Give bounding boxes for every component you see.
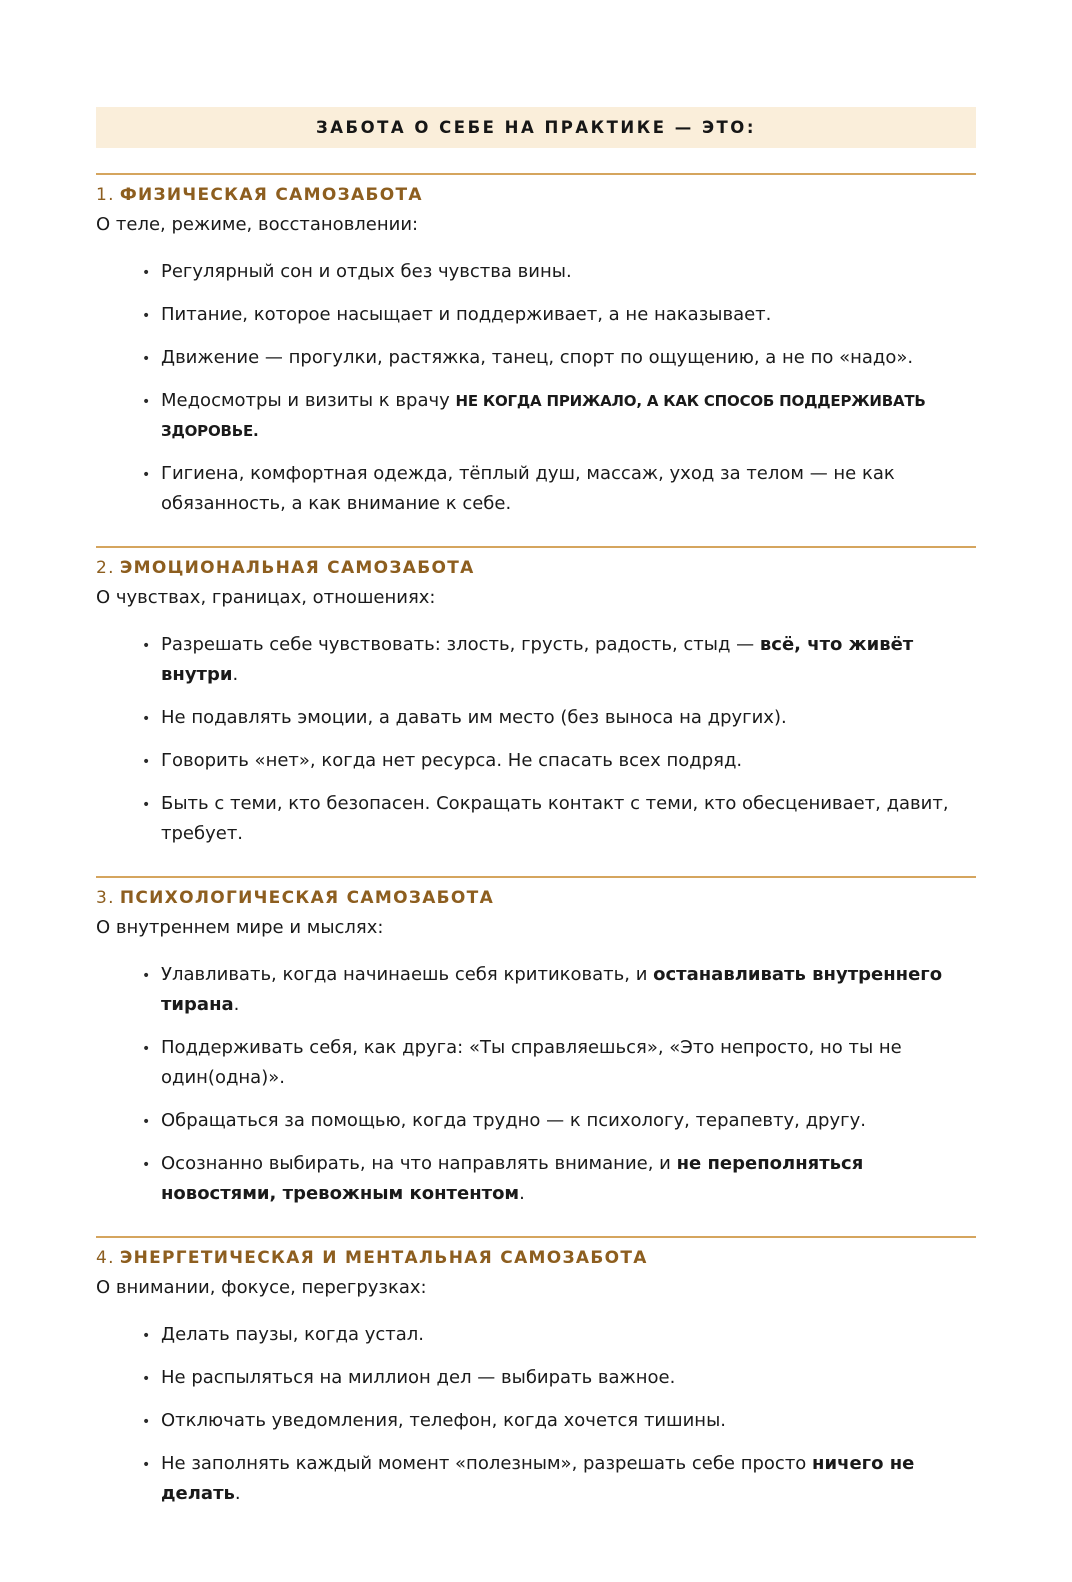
bullet-text: Поддерживать себя, как друга: «Ты справляешься», «Это непросто, но ты не один(одна)». — [161, 1037, 902, 1088]
bullet-text: Осознанно выбирать, на что направлять внимание, и — [161, 1153, 677, 1174]
bullet-text: . — [233, 994, 240, 1015]
bullet-text: . — [232, 664, 239, 685]
bullet-text: Медосмотры и визиты к врачу — [161, 390, 456, 411]
list-item — [96, 789, 962, 849]
list-item — [96, 1320, 962, 1350]
list-item — [96, 1449, 962, 1509]
bullet-icon: • — [142, 1371, 151, 1387]
document-page — [96, 0, 976, 1582]
bullet-text: Питание, которое насыщает и поддерживает, а не наказывает. — [161, 304, 772, 325]
section-divider — [96, 1236, 976, 1238]
bullet-text-bold: не переполняться новостями, тревожным контентом — [161, 1153, 864, 1204]
bullet-icon: • — [142, 638, 151, 654]
header-banner — [96, 107, 976, 148]
section-physical-self-care — [96, 173, 976, 519]
bullet-icon: • — [142, 797, 151, 813]
bullet-text: Отключать уведомления, телефон, когда хочется тишины. — [161, 1410, 727, 1431]
bullet-text: . — [519, 1183, 525, 1204]
section-divider — [96, 173, 976, 175]
list-item — [96, 1363, 962, 1393]
bullet-icon: • — [142, 308, 151, 324]
section-divider — [96, 876, 976, 878]
section-heading — [96, 557, 976, 579]
list-item — [96, 630, 962, 690]
bullet-text: Не распыляться на миллион дел — выбирать важное. — [161, 1367, 676, 1388]
bullet-text-bold: всё, что живёт внутри — [161, 634, 914, 685]
section-subtitle: О чувствах, границах, отношениях: — [96, 587, 436, 608]
bullet-icon: • — [142, 968, 151, 984]
bullet-list — [96, 1320, 976, 1509]
list-item — [96, 1406, 962, 1436]
bullet-text: Не заполнять каждый момент «полезным», разрешать себе просто — [161, 1453, 813, 1474]
bullet-text: Улавливать, когда начинаешь себя критиковать, и — [161, 964, 654, 985]
bullet-icon: • — [142, 467, 151, 483]
bullet-text-bold: останавливать внутреннего тирана — [161, 964, 943, 1015]
section-subtitle: О внутреннем мире и мыслях: — [96, 917, 384, 938]
bullet-icon: • — [142, 711, 151, 727]
section-emotional-self-care — [96, 546, 976, 849]
section-subtitle: О теле, режиме, восстановлении: — [96, 214, 419, 235]
section-psychological-self-care — [96, 876, 976, 1209]
bullet-text: Движение — прогулки, растяжка, танец, спорт по ощущению, а не по «надо». — [161, 347, 914, 368]
section-title: ЭНЕРГЕТИЧЕСКАЯ И МЕНТАЛЬНАЯ САМОЗАБОТА — [119, 1248, 648, 1268]
section-title: ПСИХОЛОГИЧЕСКАЯ САМОЗАБОТА — [119, 888, 495, 908]
section-number: 4. — [96, 1248, 115, 1268]
bullet-icon: • — [142, 394, 151, 410]
list-item — [96, 960, 962, 1020]
bullet-icon: • — [142, 754, 151, 770]
section-number: 2. — [96, 558, 115, 578]
list-item — [96, 703, 962, 733]
bullet-icon: • — [142, 265, 151, 281]
list-item — [96, 1033, 962, 1093]
bullet-icon: • — [142, 1414, 151, 1430]
section-energy-mental-self-care — [96, 1236, 976, 1509]
bullet-icon: • — [142, 1114, 151, 1130]
list-item — [96, 257, 962, 287]
section-subtitle: О внимании, фокусе, перегрузках: — [96, 1277, 427, 1298]
bullet-text-bold: ничего не делать — [161, 1453, 915, 1504]
bullet-text-bold: НЕ КОГДА ПРИЖАЛО, А КАК СПОСОБ ПОДДЕРЖИВАТЬ ЗДОРОВЬЕ. — [161, 392, 926, 440]
bullet-icon: • — [142, 1457, 151, 1473]
bullet-text: Обращаться за помощью, когда трудно — к психологу, терапевту, другу. — [161, 1110, 866, 1131]
bullet-icon: • — [142, 1157, 151, 1173]
bullet-icon: • — [142, 351, 151, 367]
bullet-text: . — [234, 1483, 241, 1504]
bullet-icon: • — [142, 1328, 151, 1344]
list-item — [96, 300, 962, 330]
bullet-text: Регулярный сон и отдых без чувства вины. — [161, 261, 572, 282]
bullet-list — [96, 257, 976, 519]
bullet-text: Говорить «нет», когда нет ресурса. Не спасать всех подряд. — [161, 750, 743, 771]
list-item — [96, 459, 962, 519]
list-item — [96, 746, 962, 776]
list-item — [96, 1149, 962, 1209]
bullet-text: Делать паузы, когда устал. — [161, 1324, 424, 1345]
section-title: ФИЗИЧЕСКАЯ САМОЗАБОТА — [119, 185, 423, 205]
section-number: 3. — [96, 888, 115, 908]
page-title: ЗАБОТА О СЕБЕ НА ПРАКТИКЕ — ЭТО: — [316, 118, 756, 137]
bullet-text: Быть с теми, кто безопасен. Сокращать контакт с теми, кто обесценивает, давит, требует. — [161, 793, 949, 844]
list-item — [96, 386, 962, 446]
bullet-text: Не подавлять эмоции, а давать им место (без выноса на других). — [161, 707, 787, 728]
section-heading — [96, 184, 976, 206]
section-divider — [96, 546, 976, 548]
section-heading — [96, 887, 976, 909]
bullet-icon: • — [142, 1041, 151, 1057]
bullet-text: Разрешать себе чувствовать: злость, грусть, радость, стыд — — [161, 634, 760, 655]
bullet-list — [96, 960, 976, 1209]
section-heading — [96, 1247, 976, 1269]
section-title: ЭМОЦИОНАЛЬНАЯ САМОЗАБОТА — [119, 558, 475, 578]
section-number: 1. — [96, 185, 115, 205]
list-item — [96, 343, 962, 373]
bullet-text: Гигиена, комфортная одежда, тёплый душ, массаж, уход за телом — не как обязанность, а как внимание к себе. — [161, 463, 895, 514]
list-item — [96, 1106, 962, 1136]
bullet-list — [96, 630, 976, 849]
